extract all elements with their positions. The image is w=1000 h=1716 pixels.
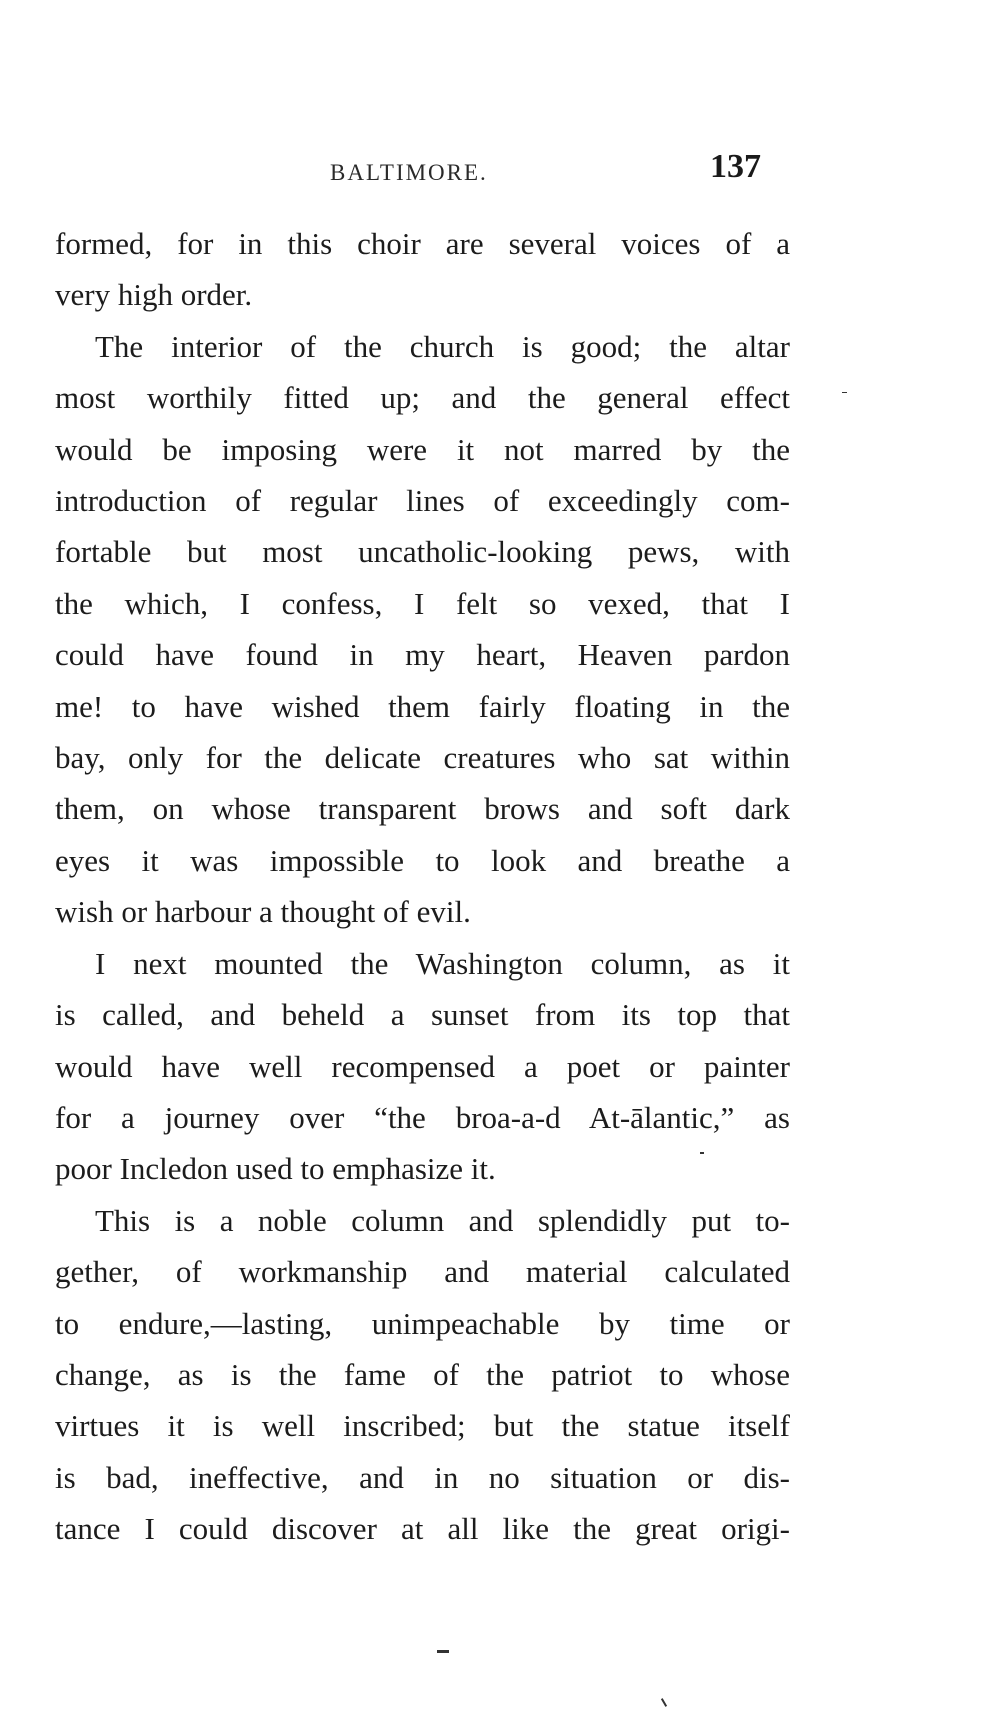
text-line: the which, I confess, I felt so vexed, that I <box>55 585 790 621</box>
paragraph-1 <box>55 218 790 321</box>
text-line: is bad, ineffective, and in no situation or dis- <box>55 1459 790 1495</box>
text-line: them, on whose transparent brows and soft dark <box>55 791 790 827</box>
text-line: tance I could discover at all like the great origi- <box>55 1511 790 1547</box>
text-line: gether, of workmanship and material calculated <box>55 1254 790 1290</box>
text-line: This is a noble column and splendidly put to- <box>95 1202 790 1238</box>
text-line: very high order. <box>55 277 253 313</box>
running-head: BALTIMORE. <box>330 160 488 185</box>
text-line: formed, for in this choir are several voices of a <box>55 226 790 261</box>
text-line: virtues it is well inscribed; but the statue itself <box>55 1408 790 1444</box>
print-speck <box>700 1152 704 1154</box>
text-line: eyes it was impossible to look and breathe a <box>55 842 790 878</box>
text-line: bay, only for the delicate creatures who sat within <box>55 740 790 776</box>
text-line: wish or harbour a thought of evil. <box>55 894 471 930</box>
print-speck <box>842 392 847 393</box>
text-line: would have well recompensed a poet or painter <box>55 1048 790 1084</box>
text-line: to endure,—lasting, unimpeachable by time or <box>55 1305 790 1341</box>
page-body <box>55 218 790 1555</box>
page-number: 137 <box>710 148 761 185</box>
text-line: poor Incledon used to emphasize it. <box>55 1151 496 1187</box>
text-line: could have found in my heart, Heaven pardon <box>55 637 790 673</box>
text-line: introduction of regular lines of exceedingly com- <box>55 483 790 519</box>
paragraph-3 <box>55 938 790 1195</box>
text-line: is called, and beheld a sunset from its top that <box>55 997 790 1033</box>
paragraph-4 <box>55 1195 790 1555</box>
text-line: would be imposing were it not marred by the <box>55 431 790 467</box>
text-line: most worthily fitted up; and the general effect <box>55 380 790 416</box>
text-line: I next mounted the Washington column, as it <box>95 945 790 981</box>
print-speck <box>661 1698 667 1707</box>
text-line: The interior of the church is good; the altar <box>95 328 790 364</box>
print-speck <box>437 1650 449 1653</box>
page-header <box>0 140 1000 200</box>
text-line: for a journey over “the broa-a-d At-ālantic,” as <box>55 1099 790 1135</box>
text-line: change, as is the fame of the patriot to whose <box>55 1356 790 1392</box>
text-line: fortable but most uncatholic-looking pews, with <box>55 534 790 570</box>
paragraph-2 <box>55 321 790 938</box>
text-line: me! to have wished them fairly floating in the <box>55 688 790 724</box>
